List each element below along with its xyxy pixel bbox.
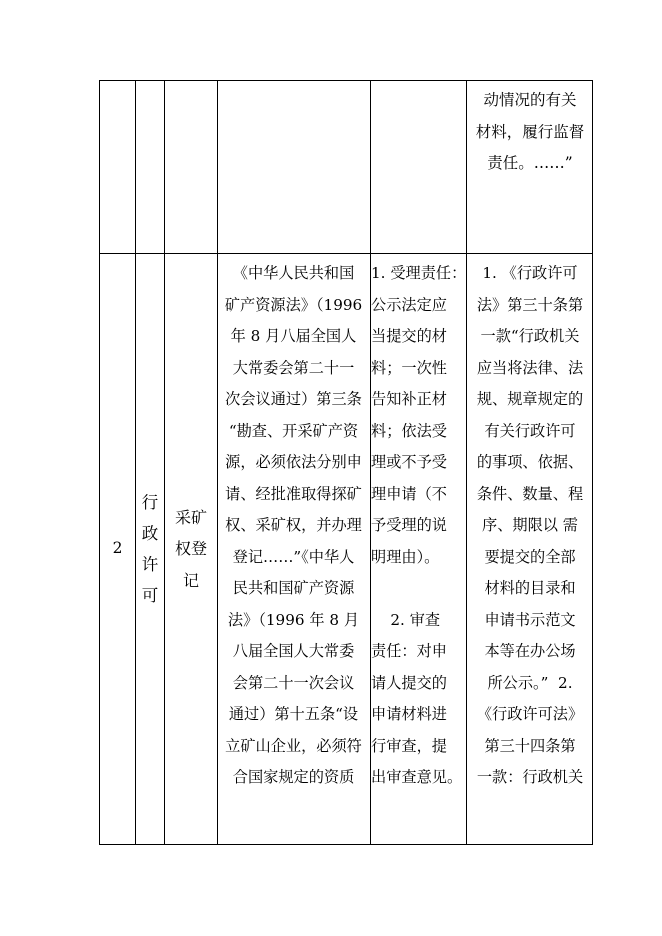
row-index: 2 (112, 539, 123, 558)
basis-cell: 《中华人民共和国 矿产资源法》（1996 年 8 月八届全国人 大常委会第二十一 次会议通过）第三条 “勘查、开采矿产资 源，必须依法分别申 请、经批准取得探矿 权、采矿权，并办理 登记……”《中华人 民共和国矿产资源 法》（1996 年 8 月 八届全国人大常委 会第二十一次会议 通过）第十五条“设 立矿山企业，必须符 合国家规定的资质 (224, 264, 363, 786)
category-cell (136, 254, 164, 844)
category-label: 行 政 许 可 (141, 493, 159, 605)
item-cell (165, 254, 217, 844)
legal-basis-continuation-cell: 动情况的有关 材料，履行监督 责任。……” (475, 91, 585, 172)
row-index-cell (100, 254, 135, 844)
legal-basis-cell: 1. 《行政许可 法》第三十条第 一款“行政机关 应当将法律、法 规、规章规定的 有关行政许可 的事项、依据、 条件、数量、程 序、期限以 需 要提交的全部 材料的目录和 申请书示范文 本等在办公场 所公示。” 2. 《行政许可法》 第三十四条第 一款：行政机关 (476, 264, 584, 786)
responsibility-cell: 1. 受理责任： 公示法定应 当提交的材 料；一次性 告知补正材 料；依法受 理或不予受 理申请（不 予受理的说 明理由）。 2. 审查 责任：对申 请人提交的 申请材料进 行审查，提 出审查意见。 (371, 264, 467, 786)
responsibility-table (99, 80, 593, 845)
item-label: 采矿 权登 记 (174, 507, 207, 590)
